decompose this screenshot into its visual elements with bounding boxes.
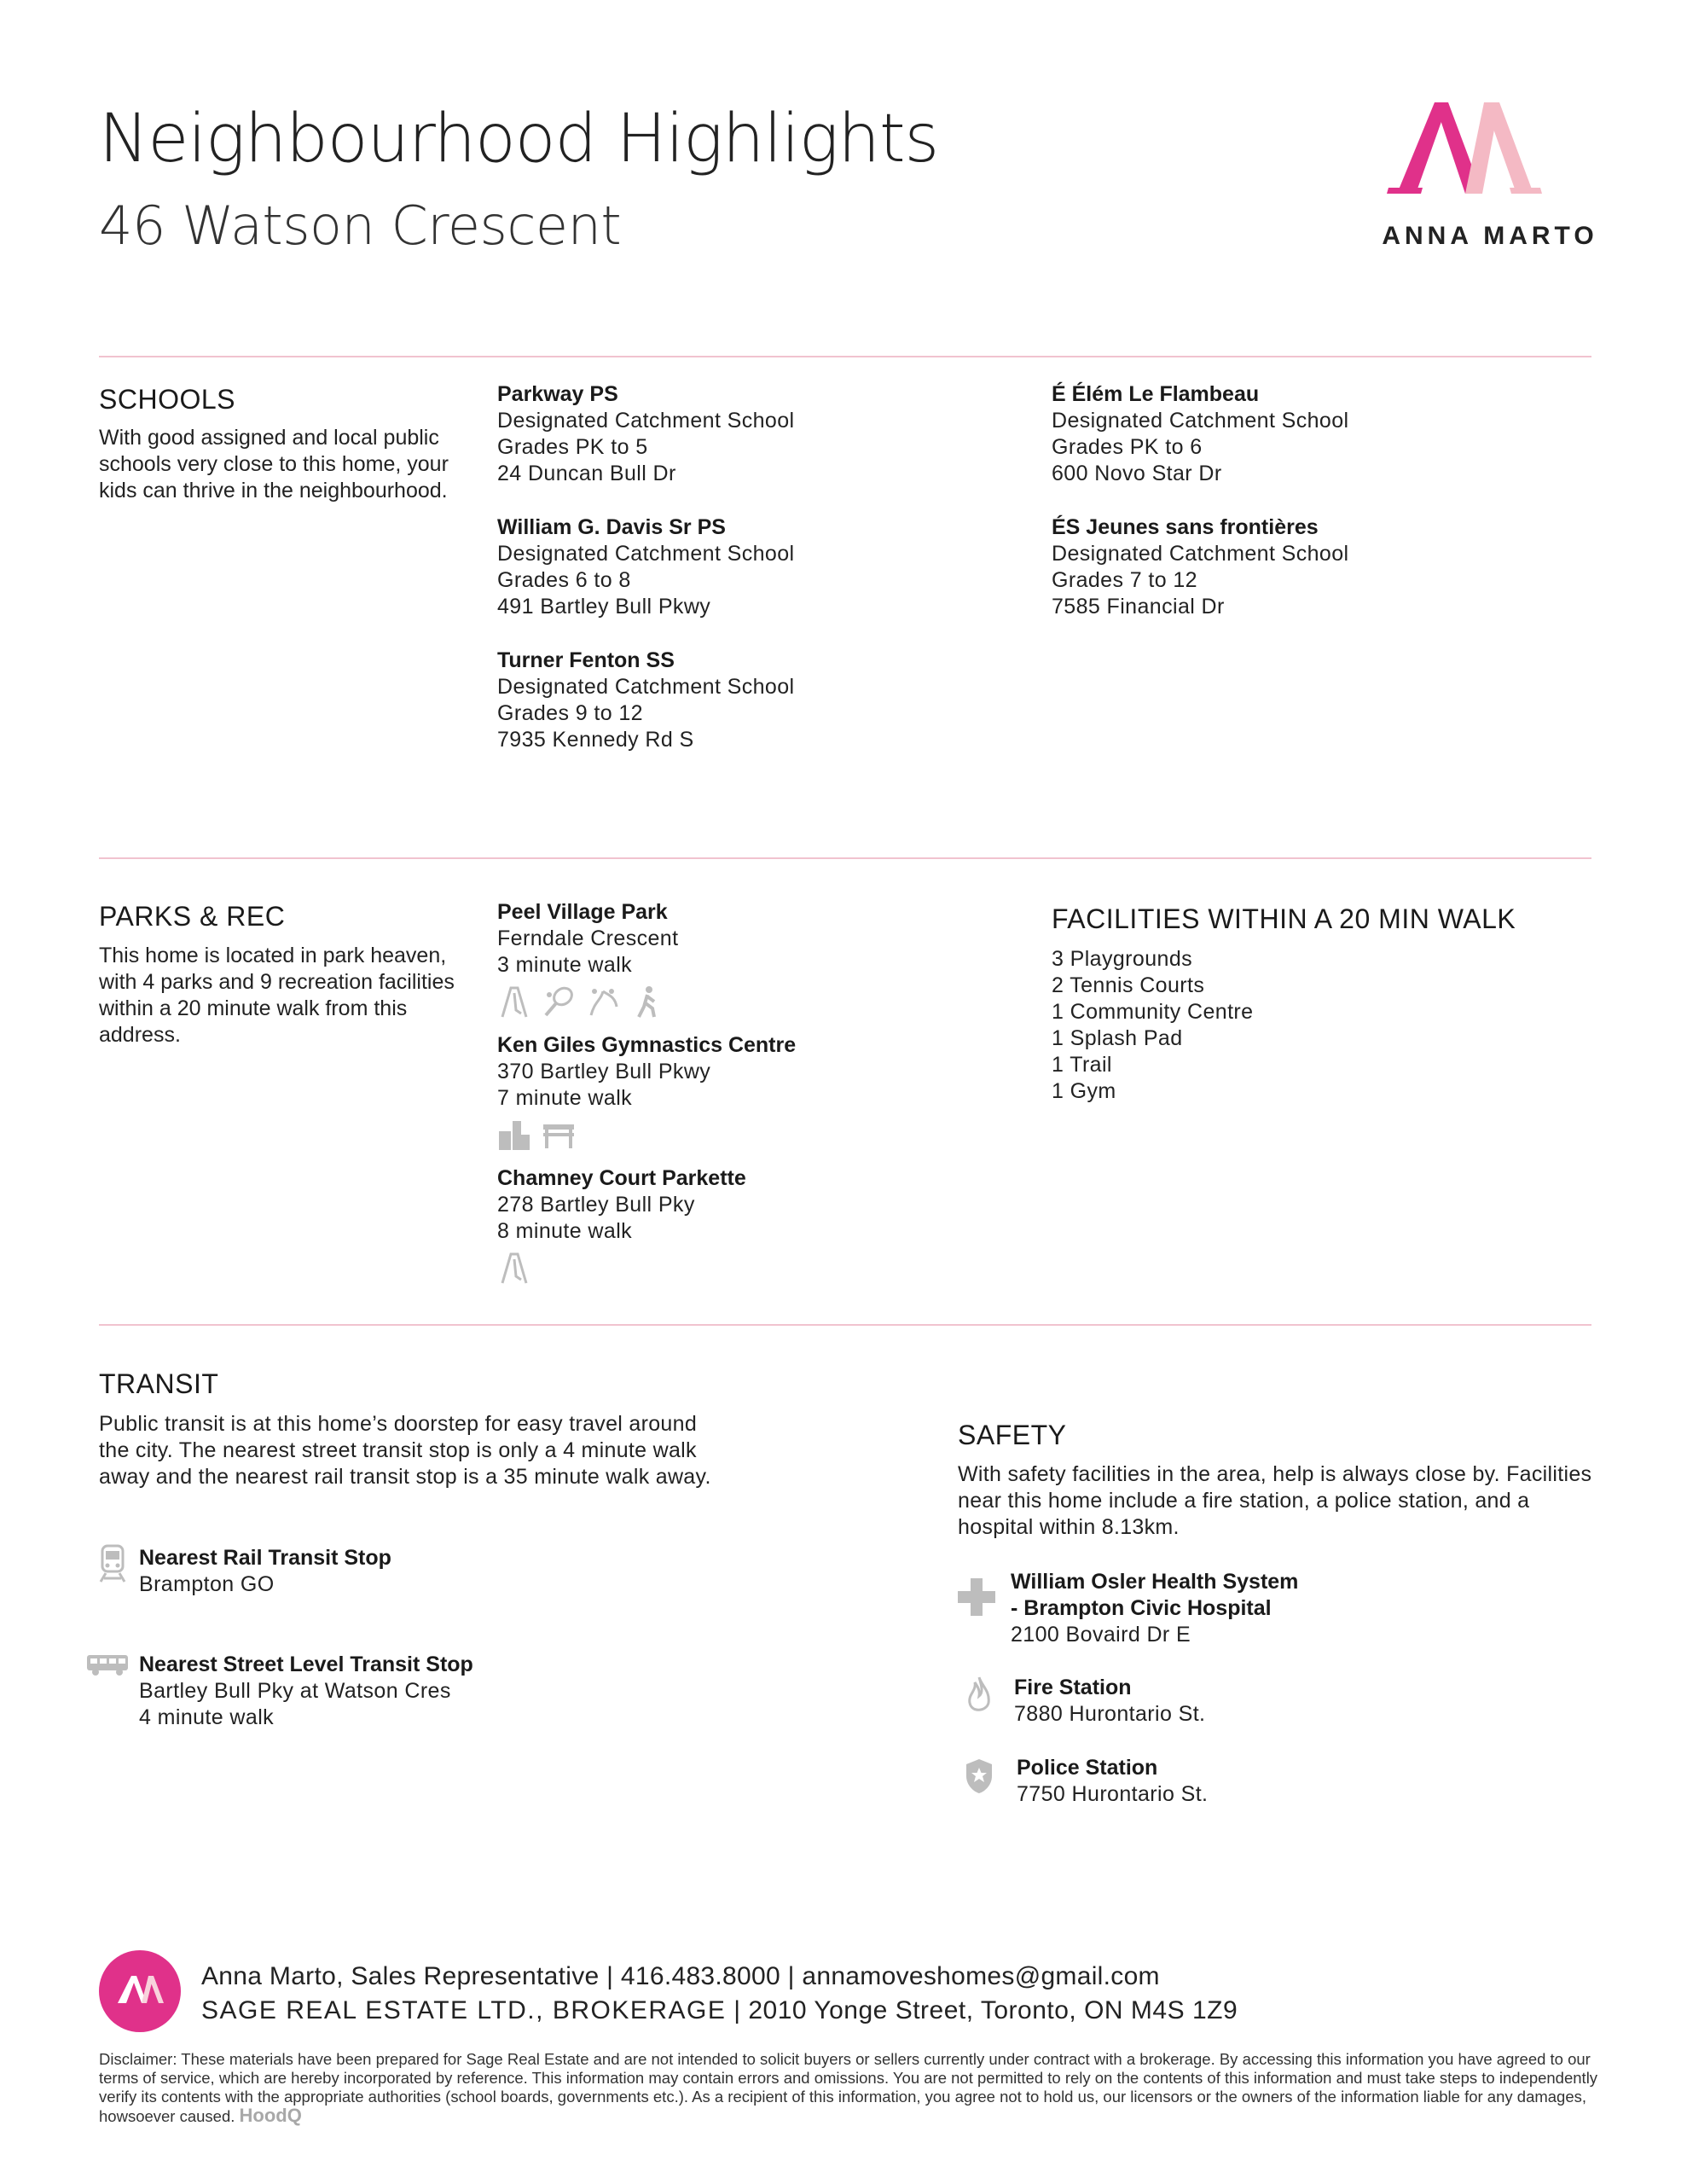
police-station-name: Police Station <box>1017 1756 1158 1780</box>
playground-icon <box>497 1251 531 1285</box>
park-address: 278 Bartley Bull Pky <box>497 1193 695 1217</box>
street-stop <box>139 1652 473 1731</box>
fire-station-address: 7880 Hurontario St. <box>1014 1702 1206 1726</box>
school-grades: Grades 6 to 8 <box>497 568 631 592</box>
park-address: Ferndale Crescent <box>497 926 679 950</box>
brokerage-line <box>201 1996 1238 2025</box>
playground-icon <box>497 985 531 1019</box>
brokerage-address: | 2010 Yonge Street, Toronto, ON M4S 1Z9 <box>726 1996 1238 2024</box>
bus-icon <box>85 1653 130 1677</box>
school-name: William G. Davis Sr PS <box>497 515 726 539</box>
community-centre-icon <box>497 1118 531 1152</box>
school-item <box>497 381 795 487</box>
school-type: Designated Catchment School <box>1052 409 1349 433</box>
hospital <box>1011 1569 1298 1648</box>
hospital-cross-icon <box>956 1577 997 1618</box>
footer-logo <box>99 1950 181 2032</box>
hospital-name: William Osler Health System <box>1011 1570 1299 1594</box>
park-name: Chamney Court Parkette <box>497 1166 746 1190</box>
fire-station <box>1014 1675 1205 1728</box>
school-grades: Grades PK to 6 <box>1052 435 1203 459</box>
divider <box>99 857 1591 859</box>
school-type: Designated Catchment School <box>1052 542 1349 566</box>
trail-icon <box>630 985 664 1019</box>
park-name: Peel Village Park <box>497 900 668 924</box>
tennis-icon <box>542 985 576 1019</box>
school-item <box>497 514 795 620</box>
school-type: Designated Catchment School <box>497 542 795 566</box>
school-address: 491 Bartley Bull Pkwy <box>497 595 711 619</box>
school-item <box>1052 514 1349 620</box>
facility-item: 1 Trail <box>1052 1053 1112 1077</box>
police-station <box>1017 1755 1208 1808</box>
rail-stop <box>139 1545 391 1598</box>
facility-item: 1 Community Centre <box>1052 1000 1254 1024</box>
park-item <box>497 1032 796 1158</box>
facility-item: 1 Gym <box>1052 1079 1116 1103</box>
agent-contact: Anna Marto, Sales Representative | 416.483.8000 | annamoveshomes@gmail.com <box>201 1962 1160 1990</box>
school-address: 7935 Kennedy Rd S <box>497 728 694 752</box>
school-grades: Grades 7 to 12 <box>1052 568 1197 592</box>
property-address: 46 Watson Crescent <box>99 195 622 257</box>
facilities-heading: FACILITIES WITHIN A 20 MIN WALK <box>1052 903 1516 934</box>
parks-heading: PARKS & REC <box>99 901 286 932</box>
park-address: 370 Bartley Bull Pkwy <box>497 1060 711 1083</box>
train-icon <box>97 1544 128 1583</box>
school-name: É Élém Le Flambeau <box>1052 382 1260 406</box>
transit-description: Public transit is at this home’s doorstep for easy travel around the city. The nearest street transit stop is only a 4 minute walk away and the nearest rail transit stop is a 35 minute walk away. <box>99 1412 711 1489</box>
park-item <box>497 1165 746 1291</box>
brand-name: ANNA MARTO <box>1382 222 1598 250</box>
facilities-list <box>1052 946 1253 1105</box>
flame-icon <box>966 1676 992 1715</box>
hospital-address: 2100 Bovaird Dr E <box>1011 1623 1191 1647</box>
brokerage-name: SAGE REAL ESTATE LTD., BROKERAGE <box>201 1996 727 2024</box>
park-walk-time: 8 minute walk <box>497 1219 633 1243</box>
rail-stop-label: Nearest Rail Transit Stop <box>139 1546 391 1570</box>
school-name: ÉS Jeunes sans frontières <box>1052 515 1319 539</box>
police-badge-icon <box>965 1757 994 1795</box>
disclaimer <box>99 2050 1600 2126</box>
park-name: Ken Giles Gymnastics Centre <box>497 1033 797 1057</box>
school-address: 7585 Financial Dr <box>1052 595 1225 619</box>
schools-heading: SCHOOLS <box>99 384 235 415</box>
park-item <box>497 899 678 1025</box>
police-station-address: 7750 Hurontario St. <box>1017 1782 1209 1806</box>
school-name: Parkway PS <box>497 382 618 406</box>
park-walk-time: 3 minute walk <box>497 953 633 977</box>
schools-description: With good assigned and local public schools very close to this home, your kids can thrive in the neighbourhood. <box>99 426 449 502</box>
park-walk-time: 7 minute walk <box>497 1086 633 1110</box>
school-name: Turner Fenton SS <box>497 648 675 672</box>
fire-station-name: Fire Station <box>1014 1676 1132 1699</box>
facility-item: 1 Splash Pad <box>1052 1026 1183 1050</box>
hospital-name-line2: - Brampton Civic Hospital <box>1011 1596 1272 1620</box>
gym-icon <box>542 1118 576 1152</box>
street-stop-label: Nearest Street Level Transit Stop <box>139 1653 473 1676</box>
school-grades: Grades PK to 5 <box>497 435 648 459</box>
school-item <box>497 648 795 753</box>
divider <box>99 1324 1591 1326</box>
safety-description: With safety facilities in the area, help is always close by. Facilities near this home include a fire station, a police station, and a hospital within 8.13km. <box>958 1462 1592 1539</box>
street-stop-walk: 4 minute walk <box>139 1705 275 1729</box>
street-stop-value: Bartley Bull Pky at Watson Cres <box>139 1679 451 1703</box>
safety-heading: SAFETY <box>958 1420 1067 1450</box>
page-title: Neighbourhood Highlights <box>99 101 939 177</box>
transit-heading: TRANSIT <box>99 1368 219 1399</box>
facility-item: 2 Tennis Courts <box>1052 973 1205 997</box>
splash-pad-icon <box>586 985 620 1019</box>
hoodq-logo: HoodQ <box>239 2105 302 2126</box>
disclaimer-text: Disclaimer: These materials have been prepared for Sage Real Estate and are not intended to solicit buyers or sellers currently under contract with a brokerage. By accessing this information you have agreed to our terms of service, which are hereby incorporated by reference. This information may contain errors and omissions. You are not permitted to rely on the contents of this information and must take steps to independently verify its contents with the appropriate authorities (school boards, governments etc.). As a recipient of this information, you agree not to hold us, our licensors or the owners of the information liable for any damages, howsoever caused. <box>99 2050 1598 2125</box>
school-type: Designated Catchment School <box>497 675 795 699</box>
parks-description: This home is located in park heaven, with 4 parks and 9 recreation facilities within a 20 minute walk from this address. <box>99 944 455 1047</box>
divider <box>99 356 1591 357</box>
school-item <box>1052 381 1349 487</box>
school-address: 24 Duncan Bull Dr <box>497 462 676 485</box>
school-grades: Grades 9 to 12 <box>497 701 643 725</box>
rail-stop-value: Brampton GO <box>139 1572 275 1596</box>
school-address: 600 Novo Star Dr <box>1052 462 1222 485</box>
facility-item: 3 Playgrounds <box>1052 947 1193 971</box>
school-type: Designated Catchment School <box>497 409 795 433</box>
